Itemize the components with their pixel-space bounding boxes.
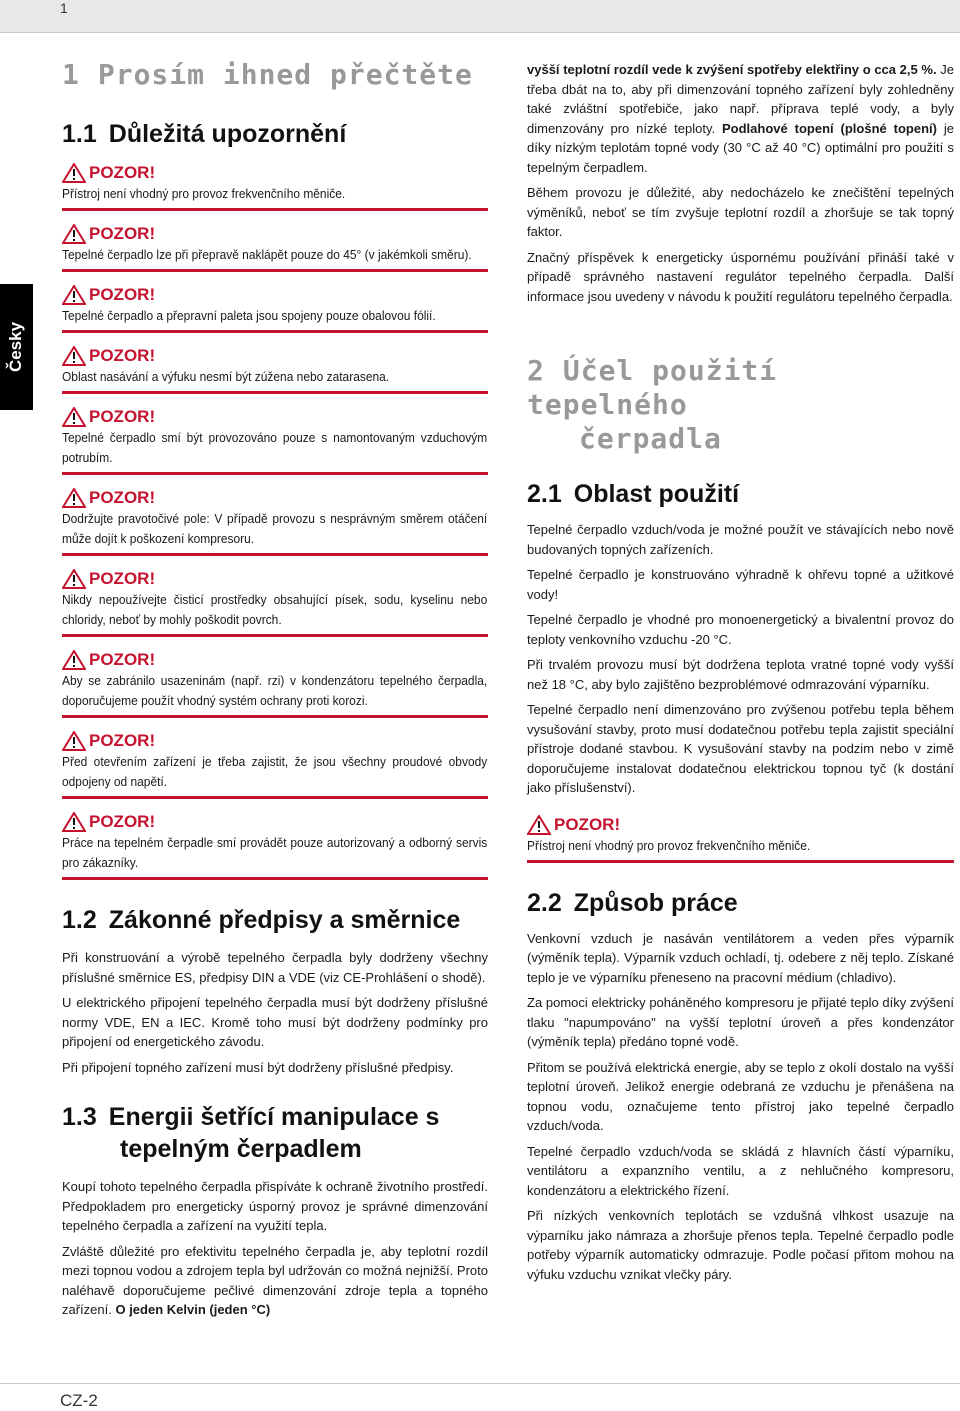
header-page-number: 1	[60, 0, 68, 16]
right-column	[527, 60, 954, 1284]
warning-title: POZOR!	[89, 731, 156, 750]
paragraph: Tepelné čerpadlo není dimenzováno pro zvýšenou potřebu tepla během vysušování stavby, proto musí dodatečnou potřebu tepla zajistit speciální přístroje dodané stavbou. K vysušování stavby na podzim nebo v zimě doporučujeme instalovat dodatečnou elektrickou topnou tyč (k dostání jako příslušenství).	[527, 702, 954, 795]
warning-text: Práce na tepelném čerpadle smí provádět pouze autorizovaný a odborný servis pro zákazníky.	[62, 835, 488, 870]
warning-box	[62, 345, 488, 394]
paragraph: Zvláště důležité pro efektivitu tepelného čerpadla je, aby teplotní rozdíl mezi topnou vodou a zdrojem tepla byl udržován co možná nejnižší. Proto naléhavě doporučujeme pečlivé dimenzování zdroje tepla a topného zařízení. O jeden Kelvin (jeden °C)	[62, 1243, 488, 1317]
warning-triangle-icon	[62, 163, 86, 183]
warning-title: POZOR!	[89, 650, 156, 669]
warning-box	[62, 649, 488, 718]
section2-1-heading: 2.1 Oblast použití	[527, 480, 740, 508]
warning-title: POZOR!	[89, 569, 156, 588]
paragraph: Tepelné čerpadlo je konstruováno výhradně k ohřevu topné a užitkové vody!	[527, 567, 954, 602]
footer-divider	[0, 1383, 960, 1384]
warning-triangle-icon	[62, 346, 86, 366]
paragraph: Tepelné čerpadlo vzduch/voda se skládá z hlavních částí výparníku, ventilátoru a expanzního ventilu, a z nehlučného kompresoru, kondenzátoru a elektrického řízení.	[527, 1143, 954, 1198]
warning-triangle-icon	[62, 731, 86, 751]
warning-text: Nikdy nepoužívejte čisticí prostředky obsahující písek, sodu, kyselinu nebo chloridy, neboť by mohly poškodit povrch.	[62, 592, 488, 627]
warning-title: POZOR!	[554, 814, 621, 834]
warning-box	[62, 730, 488, 799]
warning-triangle-icon	[62, 488, 86, 508]
warning-triangle-icon	[62, 407, 86, 427]
warning-box	[62, 162, 488, 211]
paragraph: Při nízkých venkovních teplotách se vzdušná vlhkost usazuje na výparníku jako námraza a zhoršuje přenos tepla. Tepelné čerpadlo podle potřeby výparník automaticky odmrazuje. Podle počasí přitom mohou na výfuku vzduchu vznikat vlečky páry.	[527, 1208, 954, 1282]
paragraph: Za pomoci elektricky poháněného kompresoru je přijaté teplo díky zvýšení tlaku "napumpováno" na vyšší teplotní úroveň a přes kondenzátor (výměník tepla) předáno topné vodě.	[527, 995, 954, 1049]
warning-title: POZOR!	[89, 812, 156, 831]
warning-box	[62, 223, 488, 272]
section2-2-heading: 2.2 Způsob práce	[527, 888, 738, 917]
paragraph: Tepelné čerpadlo vzduch/voda je možné použít ve stávajících nebo nově budovaných topných zařízeních.	[527, 522, 954, 557]
page-header	[0, 0, 960, 33]
warning-text: Přístroj není vhodný pro provoz frekvenčního měniče.	[527, 837, 811, 853]
section1-1-heading: 1.1 Důležitá upozornění	[62, 120, 347, 148]
warning-triangle-icon	[62, 650, 86, 670]
left-column	[62, 58, 488, 1320]
warning-box	[527, 814, 954, 863]
warning-text: Tepelné čerpadlo smí být provozováno pouze s namontovaným vzduchovým potrubím.	[62, 430, 488, 465]
warning-text: Přístroj není vhodný pro provoz frekvenčního měniče.	[62, 186, 346, 201]
paragraph: Přitom se používá elektrická energie, aby se teplo z okolí dostalo na vyšší teplotní úroveň. Jelikož energie odebraná ze vzduchu je přenášena na topnou vodu, označujeme tento přístroj jako tepelné čerpadlo vzduch/voda.	[527, 1059, 954, 1133]
header-divider	[0, 32, 960, 33]
paragraph: Venkovní vzduch je nasáván ventilátorem a veden přes výparník (výměník tepla). Výparník vzduch ochladí, tj. odebere z něj teplo. Získané teplo je ve výparníku přeneseno na pracovní médium (chladivo).	[527, 930, 954, 985]
warning-title: POZOR!	[89, 285, 156, 304]
warning-text: Tepelné čerpadlo lze při přepravě naklápět pouze do 45° (v jakémkoli směru).	[62, 247, 472, 262]
language-tab	[0, 284, 33, 410]
warning-text: Před otevřením zařízení je třeba zajistit, že jsou všechny proudové obvody odpojeny od napětí.	[62, 754, 488, 789]
paragraph: Značný příspěvek k energeticky úspornému používání přináší také v případě správného nastavení regulátor tepelného čerpadla. Další informace jsou uvedeny v návodu k použití regulátoru tepelného čerpadla.	[527, 249, 954, 304]
paragraph: vyšší teplotní rozdíl vede k zvýšení spotřeby elektřiny o cca 2,5 %. Je třeba dbát na to, aby při dimenzování topného zařízení byly zohledněny také zvláštní spotřebiče, jako např. příprava teplé vody, a byly dimenzovány pro nízké teploty. Podlahové topení (plošné topení) je díky nízkým teplotám topné vody (30 °C až 40 °C) optimální pro použití s tepelným čerpadlem.	[527, 62, 954, 175]
section1-heading: 1 Prosím ihned přečtěte	[62, 58, 473, 91]
warning-triangle-icon	[62, 285, 86, 305]
section2-heading: 2 Účel použití tepelného čerpadla	[527, 354, 778, 455]
warnings-list	[62, 162, 488, 880]
paragraph: Při konstruování a výrobě tepelného čerpadla byly dodrženy všechny příslušné směrnice ES, předpisy DIN a VDE (viz CE-Prohlášení o shodě).	[62, 950, 488, 985]
section1-3-heading: 1.3 Energii šetřící manipulace s tepelným čerpadlem	[62, 1103, 440, 1163]
warning-text: Tepelné čerpadlo a přepravní paleta jsou spojeny pouze obalovou fólií.	[62, 308, 436, 323]
paragraph: Při trvalém provozu musí být dodržena teplota vratné topné vody vyšší než 18 °C, aby bylo zajištěno bezproblémové odmrazování výparníku.	[527, 657, 954, 692]
language-tab-label: Česky	[6, 321, 26, 373]
warning-box	[62, 487, 488, 556]
warning-title: POZOR!	[89, 407, 156, 426]
warning-title: POZOR!	[89, 163, 156, 182]
section1-2-heading: 1.2 Zákonné předpisy a směrnice	[62, 906, 461, 934]
warning-triangle-icon	[62, 224, 86, 244]
warning-title: POZOR!	[89, 488, 156, 507]
paragraph: Při připojení topného zařízení musí být dodrženy příslušné předpisy.	[62, 1059, 454, 1075]
footer-page-code: CZ-2	[60, 1391, 98, 1410]
warning-title: POZOR!	[89, 346, 156, 365]
paragraph: Tepelné čerpadlo je vhodné pro monoenergetický a bivalentní provoz do teploty venkovního vzduchu -20 °C.	[527, 612, 954, 647]
paragraph: U elektrického připojení tepelného čerpadla musí být dodrženy příslušné normy VDE, EN a IEC. Kromě toho musí být dodrženy podmínky pro připojení od energetického závodu.	[62, 995, 488, 1049]
warning-title: POZOR!	[89, 224, 156, 243]
warning-text: Dodržujte pravotočivé pole: V případě provozu s nesprávným směrem otáčení může dojít k poškození kompresoru.	[62, 511, 488, 546]
warning-box	[62, 811, 488, 880]
warning-text: Oblast nasávání a výfuku nesmí být zúžena nebo zatarasena.	[62, 369, 390, 384]
warning-triangle-icon	[62, 569, 86, 589]
warning-box	[62, 406, 488, 475]
warning-box	[62, 568, 488, 637]
paragraph: Během provozu je důležité, aby nedocházelo ke znečištění tepelných výměníků, neboť se tím zvyšuje teplotní rozdíl a zhoršuje se tak topný faktor.	[527, 185, 954, 239]
warning-triangle-icon	[62, 812, 86, 832]
section2-2-paragraphs	[527, 929, 954, 1285]
paragraph: Koupí tohoto tepelného čerpadla přispíváte k ochraně životního prostředí. Předpokladem pro energeticky úsporný provoz je správné dimenzování tepelného čerpadla a zařízení na využití tepla.	[62, 1179, 488, 1233]
section2-1-paragraphs	[527, 520, 954, 798]
warning-text: Aby se zabránilo usazeninám (např. rzi) v kondenzátoru tepelného čerpadla, doporučujeme použít vhodný systém ochrany proti korozi.	[62, 673, 488, 708]
warning-triangle-icon	[527, 815, 551, 835]
warning-box	[62, 284, 488, 333]
